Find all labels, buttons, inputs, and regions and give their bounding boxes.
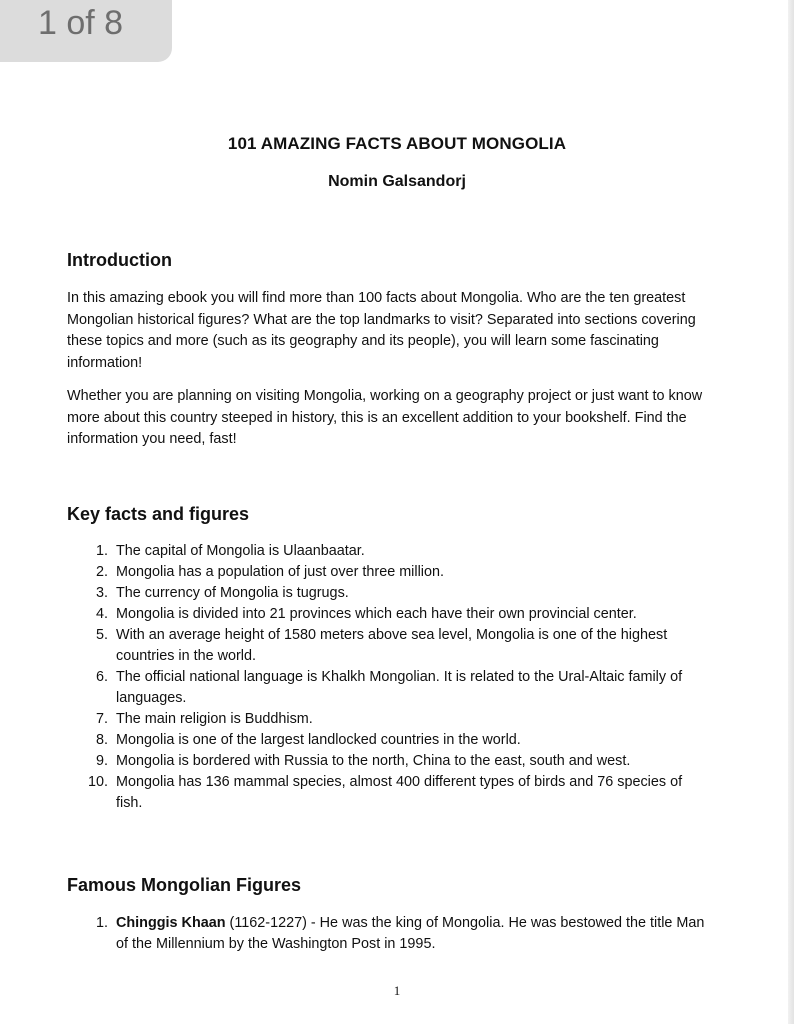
list-item-text: [116, 913, 707, 955]
list-item: [67, 751, 707, 772]
list-item-number: 1.: [95, 915, 108, 931]
list-item-text: The capital of Mongolia is Ulaanbaatar.: [116, 543, 365, 559]
list-item-number: 1.: [95, 543, 108, 559]
page-indicator: [0, 0, 172, 62]
list-item-number: 10.: [87, 774, 108, 790]
famous-figures-list: [67, 913, 707, 955]
list-item-text: Mongolia has 136 mammal species, almost 400 different types of birds and 76 species of fish.: [116, 774, 683, 811]
list-item-text: Mongolia is bordered with Russia to the north, China to the east, south and west.: [116, 753, 631, 769]
list-item: [67, 604, 707, 625]
list-item-text: The main religion is Buddhism.: [116, 711, 313, 727]
list-item-number: 7.: [95, 711, 108, 727]
list-item-text: The currency of Mongolia is tugrugs.: [116, 585, 349, 601]
list-item: [67, 541, 707, 562]
list-item-number: 4.: [95, 606, 108, 622]
list-item: [67, 730, 707, 751]
list-item: [67, 562, 707, 583]
list-item: [67, 625, 707, 667]
introduction-paragraph-2: Whether you are planning on visiting Mongolia, working on a geography project or just want to know more about this country steeped in history, this is an excellent addition to your bookshelf. Find the information you need, fast!: [67, 388, 703, 447]
figure-name: Chinggis Khaan: [116, 915, 226, 931]
list-item-text: Mongolia has a population of just over three million.: [116, 564, 444, 580]
list-item-text: Mongolia is one of the largest landlocked countries in the world.: [116, 732, 521, 748]
list-item-text: The official national language is Khalkh Mongolian. It is related to the Ural-Altaic family of languages.: [116, 669, 683, 706]
key-facts-list: [67, 541, 707, 814]
list-item: [67, 583, 707, 604]
list-item-number: 2.: [95, 564, 108, 580]
list-item-number: 3.: [95, 585, 108, 601]
famous-figures-heading: Famous Mongolian Figures: [67, 875, 302, 895]
key-facts-heading: Key facts and figures: [67, 504, 250, 524]
list-item: [67, 772, 707, 814]
list-item-number: 5.: [95, 627, 108, 643]
document-title: 101 AMAZING FACTS ABOUT MONGOLIA: [227, 134, 567, 153]
list-item-number: 6.: [95, 669, 108, 685]
list-item: [67, 913, 707, 955]
page-number: 1: [393, 983, 401, 998]
list-item-number: 9.: [95, 753, 108, 769]
page-indicator-label: 1 of 8: [38, 4, 124, 42]
list-item: [67, 709, 707, 730]
introduction-heading: Introduction: [67, 250, 172, 270]
introduction-paragraph-1: In this amazing ebook you will find more than 100 facts about Mongolia. Who are the ten greatest Mongolian historical figures? What are the top landmarks to visit? Separated into sections covering these topics and more (such as its geography and its people), you will learn some fascinating information!: [67, 290, 696, 371]
list-item: [67, 667, 707, 709]
list-item-number: 8.: [95, 732, 108, 748]
document-author: Nomin Galsandorj: [328, 173, 466, 190]
list-item-text: Mongolia is divided into 21 provinces which each have their own provincial center.: [116, 606, 637, 622]
list-item-text: With an average height of 1580 meters above sea level, Mongolia is one of the highest countries in the world.: [116, 627, 668, 664]
figure-description: (1162-1227) - He was the king of Mongolia. He was bestowed the title Man of the Millennium by the Washington Post in 1995.: [116, 915, 705, 952]
